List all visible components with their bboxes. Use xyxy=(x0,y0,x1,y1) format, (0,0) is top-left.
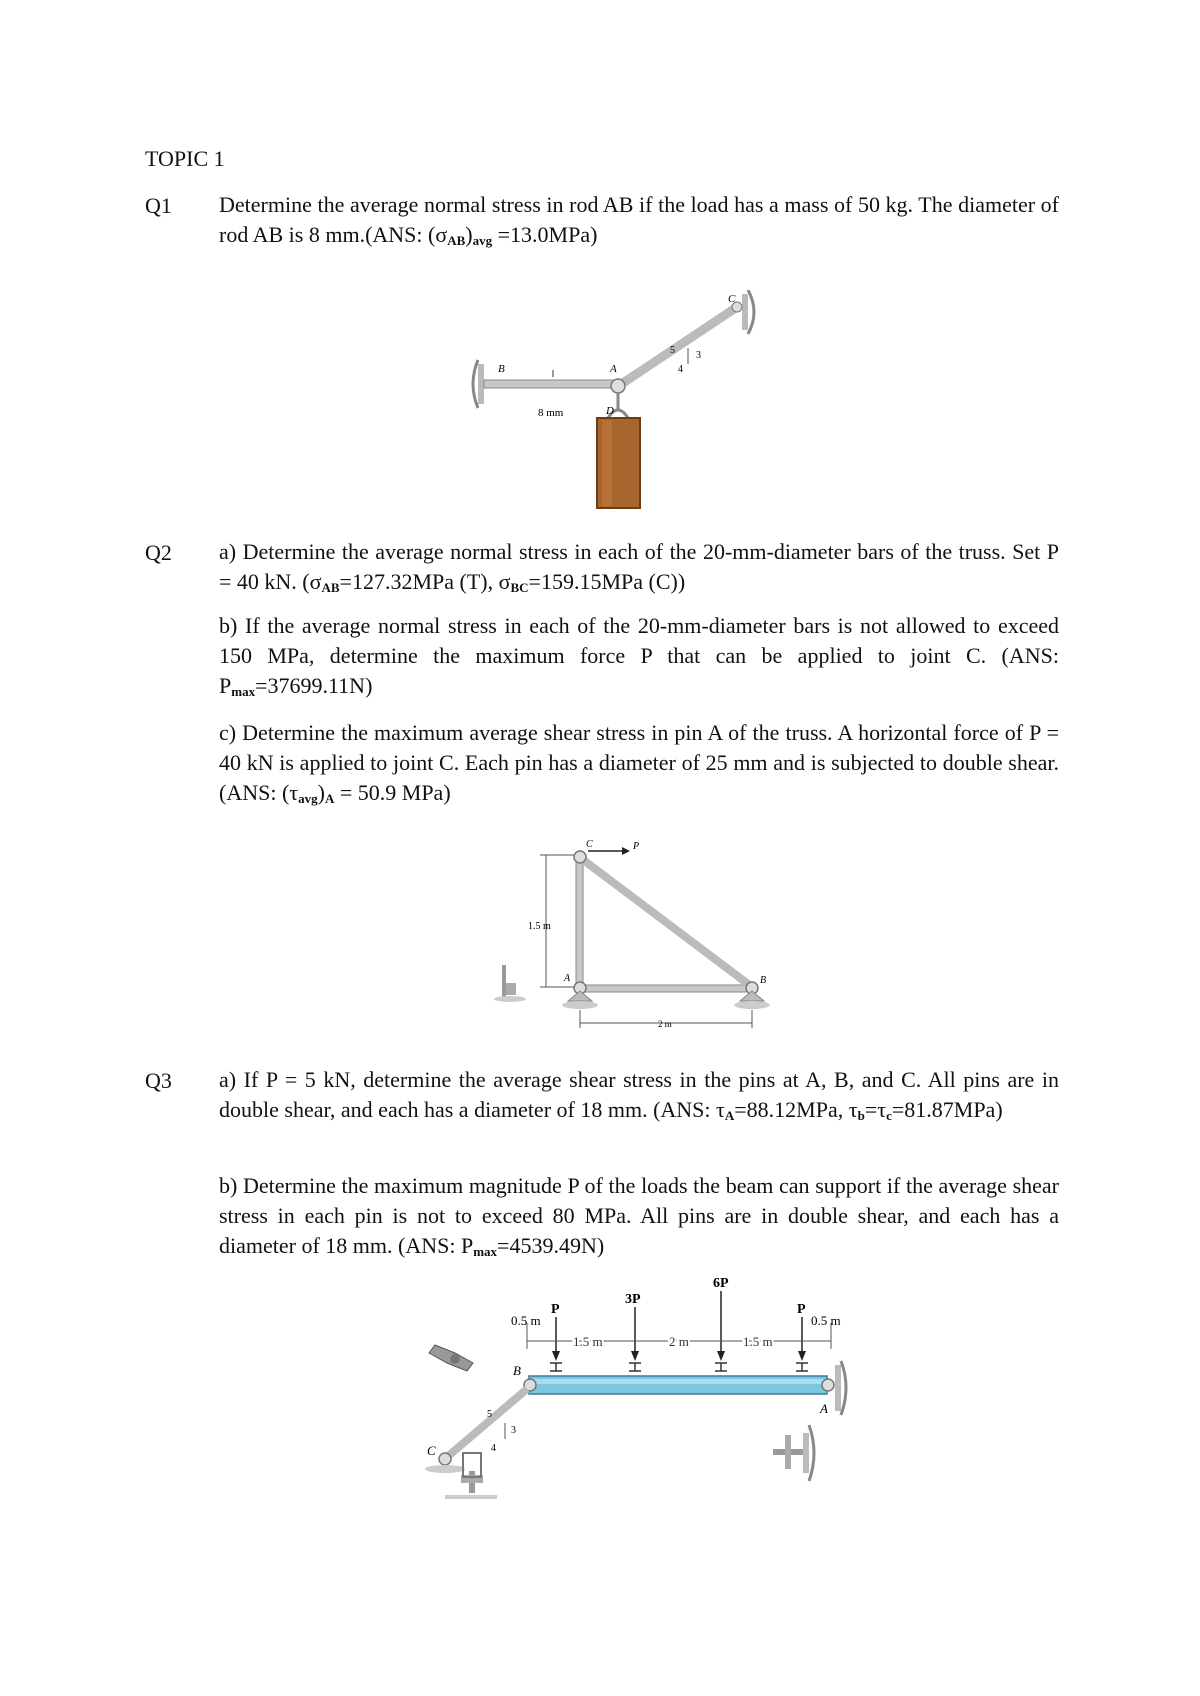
q1-label-5: 5 xyxy=(670,345,675,356)
q2-label: Q2 xyxy=(145,540,172,565)
q3-dim-05-left: 0.5 m xyxy=(511,1313,541,1328)
q2b-text: b) If the average normal stress in each of the 20-mm-diameter bars is not allowed to exceed 150 MPa, determine the maximum force P that can be applied to joint C. (ANS: $P_{max}=37699.11N$) xyxy=(219,613,1059,699)
q1-wall-left xyxy=(478,364,484,404)
q3-label-3: 3 xyxy=(511,1425,516,1436)
q3-load-p2: P xyxy=(797,1302,806,1317)
pin-a xyxy=(822,1379,834,1391)
q3-label-a: A xyxy=(820,1401,828,1416)
q3b-text: b) Determine the maximum magnitude P of the loads the beam can support if the average shear stress in each pin is not to exceed 80 MPa. All pins are in double shear, and each has a diameter of 18 mm. (ANS: $P_{max}=4539.49N$) xyxy=(219,1173,1059,1259)
q3-label: Q3 xyxy=(145,1068,172,1093)
q1-label-diam: 8 mm xyxy=(538,407,564,419)
q1-figure xyxy=(460,290,760,520)
q1-wall-right xyxy=(742,294,748,330)
q3-label-b: B xyxy=(513,1363,521,1378)
q2-label-width: 2 m xyxy=(658,1019,672,1029)
q1-label-d: D xyxy=(606,405,614,417)
q1-label-b: B xyxy=(498,363,505,375)
q2-label-height: 1.5 m xyxy=(528,921,551,932)
topic-title: TOPIC 1 xyxy=(145,146,225,171)
member-ab xyxy=(580,985,752,992)
q3-dim-05-right: 0.5 m xyxy=(811,1313,841,1328)
q3-load-3p: 3P xyxy=(625,1292,641,1307)
q3-dim-2: 2 m xyxy=(669,1334,689,1349)
q3-figure xyxy=(425,1275,865,1515)
q1-text: Determine the average normal stress in rod AB if the load has a mass of 50 kg. The diameter of rod AB is 8 mm.(ANS: $(\sigma_{AB})_{avg} =13.0MPa$) xyxy=(219,192,1059,248)
q1-label-4: 4 xyxy=(678,364,683,375)
q3-label-c: C xyxy=(427,1443,436,1458)
q3-label-4: 4 xyxy=(491,1443,496,1454)
q1-label-c: C xyxy=(728,293,736,305)
q1-label-3: 3 xyxy=(696,350,701,361)
q2a-text: a) Determine the average normal stress in each of the 20-mm-diameter bars of the truss. Set P = 40 kN. ($\sigma_{AB}=127.32MPa$ (T), $\sigma_{BC}=159.15MPa$ (C)) xyxy=(219,539,1059,595)
q2c-text: c) Determine the maximum average shear stress in pin A of the truss. A horizontal force of P = 40 kN is applied to joint C. Each pin has a diameter of 25 mm and is subjected to double shear. (ANS: $(\tau_{avg})_A = 50.9$ MPa) xyxy=(219,720,1059,806)
q3-load-p1: P xyxy=(551,1302,560,1317)
q2-figure xyxy=(490,835,810,1035)
q2-label-p: P xyxy=(633,841,640,852)
q2-label-b: B xyxy=(760,975,767,986)
q3a-text: a) If P = 5 kN, determine the average shear stress in the pins at A, B, and C. All pins are in double shear, and each has a diameter of 18 mm. (ANS: $\tau_A=88.12MPa$, $\tau_b=\tau_c=81.87MPa$) xyxy=(219,1067,1059,1123)
member-ac xyxy=(576,855,583,987)
q3-load-6p: 6P xyxy=(713,1276,729,1291)
rod-ab xyxy=(484,380,614,388)
joint-c xyxy=(574,851,586,863)
q2-label-c: C xyxy=(586,839,593,850)
beam xyxy=(529,1376,827,1394)
q3-label-5: 5 xyxy=(487,1409,492,1420)
q1-label-a: A xyxy=(610,363,617,375)
joint-a xyxy=(611,379,625,393)
pin-c xyxy=(439,1453,451,1465)
q3-dim-15-left: 1.5 m xyxy=(573,1334,603,1349)
q2-label-a: A xyxy=(564,973,571,984)
rod-bc xyxy=(447,1389,527,1457)
q3-dim-15-right: 1.5 m xyxy=(743,1334,773,1349)
q1-label: Q1 xyxy=(145,193,172,218)
member-bc xyxy=(582,859,752,987)
